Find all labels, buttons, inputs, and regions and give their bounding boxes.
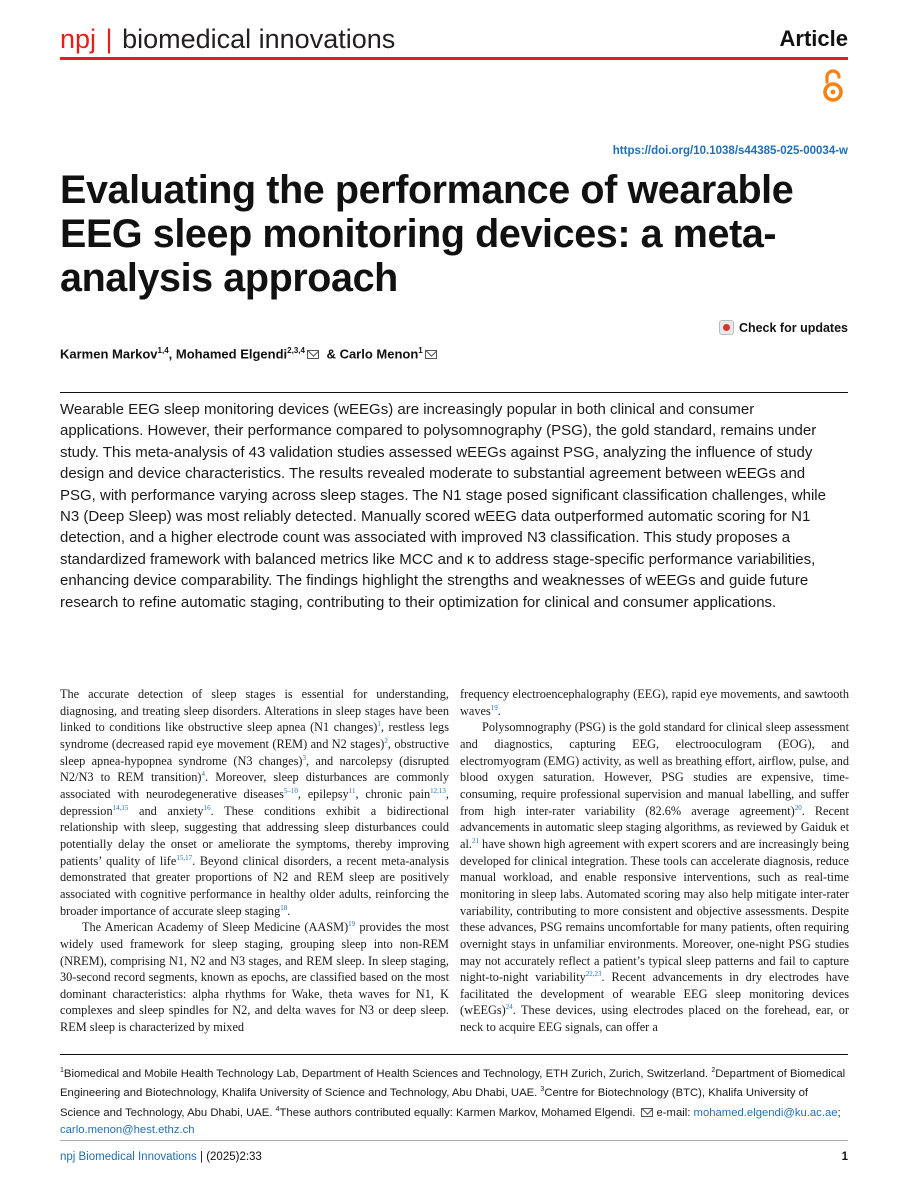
page-number: 1 — [841, 1151, 848, 1163]
mail-icon[interactable] — [425, 350, 437, 359]
journal-name[interactable] — [60, 22, 395, 56]
abstract-top-rule — [60, 392, 848, 393]
body-paragraph: The accurate detection of sleep stages is essential for understanding, diagnosing, and treating sleep disorders. Alterations in sleep stages have been linked to conditions like obstructive sleep apnea (N1 changes)$^1$, restless legs syndrome (decreased rapid eye movement (REM) and N2 stages)$^2$, obstructive sleep apnea-hypopnea syndrome (N3 changes)$^3$, and narcolepsy (disrupted N2/N3 to REM transition)$^4$. Moreover, sleep disturbances are commonly associated with neurodegenerative diseases$^{5-10}$, epilepsy$^{11}$, chronic pain$^{12,13}$, depression$^{14,15}$ and anxiety$^{16}$. These conditions exhibit a bidirectional relationship with sleep, suggesting that addressing sleep disturbances could potentially delay the onset or ameliorate the symptoms, thereby improving patients’ quality of life$^{15,17}$. Beyond clinical disorders, a recent meta-analysis demonstrated that greater proportions of N2 and REM sleep are positively associated with cognitive performance in healthy older adults, reinforcing the broader importance of accurate sleep staging$^{18}$. — [60, 687, 450, 918]
author-affiliation: 1 — [418, 346, 423, 355]
abstract: Wearable EEG sleep monitoring devices (wEEGs) are increasingly popular in both clinical and consumer applications. However, their performance compared to polysomnography (PSG), the gold standard, remains under study. This meta-analysis of 43 validation studies assessed wEEGs against PSG, analyzing the influence of study design and device characteristics. The results revealed moderate to substantial agreement between wEEGs and PSG, with performance varying across sleep stages. The N1 stage posed significant classification challenges, while N3 (Deep Sleep) was most reliably detected. Manually scored wEEG data outperformed automatic scoring for N1 detection, and a higher electrode count was associated with improved N3 classification. This study proposes a standardized framework with balanced metrics like MCC and κ to address stage-specific performance variabilities, enhancing device comparability. The findings highlight the strengths and weaknesses of wEEGs and guide future research to refine automatic staging, contributing to their optimization for clinical and consumer applications. — [60, 401, 826, 611]
author-list: Karmen Markov$^{1,4}$, Mohamed Elgendi$^{2,3,4}$ & Carlo Menon$^1$ — [60, 346, 441, 361]
body-paragraph: frequency electroencephalography (EEG), rapid eye movements, and sawtooth waves$^{19}$. — [460, 687, 849, 718]
author-name[interactable]: Karmen Markov — [60, 346, 158, 362]
page-footer — [60, 1151, 262, 1163]
article-type-label: Article — [779, 26, 848, 51]
email-link-menon[interactable]: carlo.menon@hest.ethz.ch — [60, 1123, 195, 1136]
author-affiliation: 1,4 — [157, 346, 169, 355]
email-link-elgendi[interactable]: mohamed.elgendi@ku.ac.ae — [693, 1106, 838, 1119]
doi-link[interactable]: https://doi.org/10.1038/s44385-025-00034-w — [612, 145, 848, 157]
check-for-updates-button[interactable] — [719, 320, 848, 335]
footnote-rule — [60, 1054, 848, 1055]
author-name[interactable]: Carlo Menon — [339, 346, 419, 362]
author-name[interactable]: Mohamed Elgendi — [175, 346, 288, 362]
affiliations-text: $^1$Biomedical and Mobile Health Technology Lab, Department of Health Sciences and Technology, ETH Zurich, Zurich, Switzerland. $^2$Department of Biomedical Engineering and Biotechnology, Khalifa University of Science and Technology, Abu Dhabi, UAE. $^3$Centre for Biotechnology (BTC), Khalifa University of Science and Technology, Abu Dhabi, UAE. $^4$These authors contributed equally: Karmen Markov, Mohamed Elgendi. — [60, 1067, 846, 1119]
check-updates-label: Check for updates — [738, 320, 848, 335]
article-title: Evaluating the performance of wearable EEG sleep monitoring devices: a meta-analysis approach — [60, 168, 794, 300]
body-column-left — [60, 686, 449, 1036]
header-rule — [60, 57, 848, 60]
affiliations-footnote: $^1$Biomedical and Mobile Health Technology Lab, Department of Health Sciences and Technology, ETH Zurich, Zurich, Switzerland. $^2$Department of Biomedical Engineering and Biotechnology, Khalifa University of Science and Technology, Abu Dhabi, UAE. $^3$Centre for Biotechnology (BTC), Khalifa University of Science and Technology, Abu Dhabi, UAE. $^4$These authors contributed equally: Karmen Markov, Mohamed Elgendi. e-mail: mohamed.elgendi@ku.ac.ae; carlo.menon@hest.ethz.ch — [60, 1067, 846, 1136]
mail-icon — [641, 1108, 653, 1117]
body-column-right — [460, 686, 849, 1036]
body-paragraph: The American Academy of Sleep Medicine (AASM)$^{19}$ provides the most widely used framework for sleep staging, grouping sleep into non-REM (NREM), comprising N1, N2 and N3 stages, and REM sleep. In sleep staging, 30-second record segments, known as epochs, are classified based on the most dominant characteristics: alpha rhythms for Wake, theta waves for N1, K complexes and sleep spindles for N2, and delta waves for N3 or deep sleep. REM sleep is characterized by mixed — [60, 920, 449, 1035]
footer-citation: | (2025)2:33 — [200, 1151, 262, 1163]
journal-separator: | — [105, 24, 113, 54]
open-access-icon[interactable] — [820, 68, 846, 104]
footer-journal[interactable]: npj Biomedical Innovations — [60, 1151, 197, 1163]
email-label: e-mail: — [656, 1106, 691, 1119]
body-paragraph: Polysomnography (PSG) is the gold standard for clinical sleep assessment and diagnostics, capturing EEG, electrooculogram (EOG), and electromyogram (EMG) activity, as well as breathing effort, airflow, pulse, and blood oxygen saturation. However, PSG studies are expensive, time-consuming, require professional supervision and manual labelling, and suffer from high inter-rater variability (82.6% average agreement)$^{20}$. Recent advancements in automatic sleep staging algorithms, as reviewed by Gaiduk et al.$^{21}$ have shown high agreement with expert scorers and are increasingly being developed for clinical integration. These tools can accelerate diagnosis, reduce manual workload, and enable responsive interventions, such as real-time monitoring in sleep labs. Automated scoring may also help mitigate inter-rater variability, contributing to more consistent and objective assessments. Despite these advances, PSG remains uncomfortable for many patients, often requiring overnight stays in unfamiliar environments. Moreover, one-night PSG studies may not accurately reflect a patient’s typical sleep patterns and fail to capture night-to-night variability$^{22,23}$. Recent advancements in dry electrodes have facilitated the development of wearable EEG sleep monitoring devices (wEEGs)$^{24}$. These devices, using electrodes placed on the forehead, ear, or neck to acquire EEG signals, can offer a — [460, 720, 849, 1035]
journal-header — [60, 22, 848, 62]
journal-prefix: npj — [60, 24, 97, 54]
mail-icon[interactable] — [307, 350, 319, 359]
crossmark-icon — [719, 320, 734, 335]
journal-title: biomedical innovations — [122, 24, 396, 54]
author-affiliation: 2,3,4 — [287, 346, 305, 355]
page-footer-rule — [60, 1140, 848, 1141]
